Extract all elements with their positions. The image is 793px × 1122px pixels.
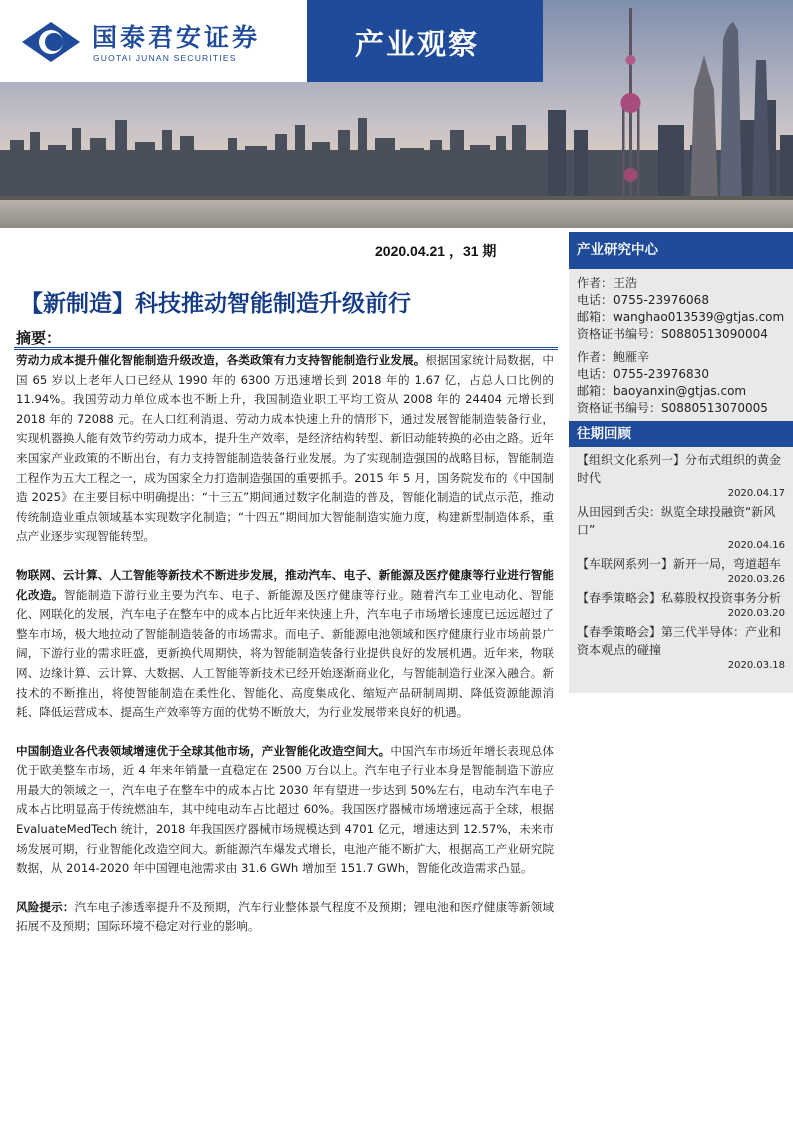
abstract-divider	[14, 347, 558, 350]
history-item-date: 2020.03.26	[727, 574, 785, 585]
report-title: 【新制造】科技推动智能制造升级前行	[20, 291, 411, 317]
paragraph-lead: 物联网、云计算、人工智能等新技术不断进步发展，推动汽车、电子、新能源及医疗健康等行业进行智能化改造。	[16, 567, 554, 602]
analyst-cert: 资格证书编号：S0880513090004	[577, 327, 768, 341]
history-item-title[interactable]: 从田园到舌尖：纵览全球投融资“新风口”	[577, 505, 776, 537]
history-title: 往期回顾	[569, 421, 793, 447]
paragraph-labor-cost	[16, 351, 554, 547]
paragraph-lead: 中国制造业各代表领域增速优于全球其他市场，产业智能化改造空间大。	[16, 743, 391, 758]
abstract-label: 摘要：	[16, 329, 62, 347]
section-title-band	[307, 0, 543, 82]
paragraph-text: 智能制造下游行业主要为汽车、电子、新能源及医疗健康等行业。随着汽车工业电动化、智能化、网联化的发展，汽车电子在整车中的成本占比近年来快速上升，汽车电子市场增长速度已远远超过了整车市场，极大地拉动了智能制造装备的市场需求。而电子、新能源电池领域和医疗健康行业市场前景广阔，下游行业的需求旺盛，更新换代周期快，将为智能制造装备行业提供良好的发展机遇。近年来，物联网、边缘计算、云计算、大数据、人工智能等新技术已经开始逐渐商业化，与智能制造行业深入融合。新技术的不断推出，将使智能制造在柔性化、智能化、高度集成化、缩短产品研制周期、降低资源能源消耗、降低运营成本、提高生产效率等方面的优势不断放大，为行业发展带来良好的机遇。	[16, 587, 554, 720]
paragraph-lead: 风险提示：	[16, 899, 75, 914]
analyst-email[interactable]: 邮箱：baoyanxin@gtjas.com	[577, 384, 747, 398]
analyst-phone: 电话：0755-23976830	[577, 367, 709, 381]
abstract-body	[16, 351, 554, 956]
paragraph-risk	[16, 898, 554, 937]
paragraph-text: 根据国家统计局数据，中国 65 岁以上老年人口已经从 1990 年的 6300 万迅速增长到 2018 年的 1.67 亿，占总人口比例的 11.94%。我国劳动力单位成本也不断上升，我国制造业职工平均工资从 2008 年的 24404 元增长到 2018 年的 72088 元。在人口红利消退、劳动力成本快速上升的情形下，通过发展智能制造装备行业，实现机器换人能有效节约劳动力成本，提升生产效率，是经济结构转型、新旧动能转换的必由之路。近年来国家产业政策的不断出台，有力支持智能制造装备行业发展。为了实现制造强国的战略目标，智能制造工程作为五大工程之一，成为国家全力打造制造强国的重要抓手。2015 年 5 月，国务院发布的《中国制造 2025》在主要目标中明确提出：“十三五”期间通过数字化制造的普及，智能化制造的试点示范，推动传统制造业重点领域基本实现数字化制造；“十四五”期间加大智能制造实施力度，构建新型制造体系，重点产业逐步实现智能转型。	[16, 353, 554, 544]
history-item-date: 2020.04.17	[727, 488, 785, 499]
paragraph-lead: 劳动力成本提升催化智能制造升级改造，各类政策有力支持智能制造行业发展。	[16, 353, 426, 367]
history-item-title[interactable]: 【春季策略会】私募股权投资事务分析	[577, 591, 782, 605]
paragraph-text: 中国汽车市场近年增长表现总体优于欧美整车市场，近 4 年来年销量一直稳定在 2500 万台以上。汽车电子行业本身是智能制造下游应用最大的领域之一，汽车电子在整车中的成本占比 2030 年有望进一步达到 50%左右，电动车汽车电子成本占比明显高于传统燃油车，其中纯电动车占比超过 60%。我国医疗器械市场增速远高于全球，根据 EvaluateMedTech 统计，2018 年我国医疗器械市场规模达到 4701 亿元，增速达到 12.57%，未来市场发展可期，行业智能化改造空间大。新能源汽车爆发式增长，电池产能不断扩大，根据高工产业研究院数据，从 2014-2020 年中国锂电池需求由 31.6 GWh 增加至 151.7 GWh，智能化改造需求凸显。	[16, 743, 554, 876]
history-item-title[interactable]: 【车联网系列一】新开一局，弯道超车	[577, 557, 782, 571]
paragraph-new-tech	[16, 566, 554, 723]
analyst-author: 作者：王浩	[577, 276, 638, 290]
logo-area	[0, 0, 307, 82]
analyst-cert: 资格证书编号：S0880513070005	[577, 401, 768, 415]
paragraph-text: 汽车电子渗透率提升不及预期，汽车行业整体景气程度不及预期；锂电池和医疗健康等新领域拓展不及预期；国际环境不稳定对行业的影响。	[16, 899, 554, 934]
history-list	[569, 447, 793, 693]
history-item-title[interactable]: 【春季策略会】第三代半导体：产业和资本观点的碰撞	[577, 625, 782, 657]
history-item-date: 2020.03.18	[727, 660, 785, 671]
analyst-email[interactable]: 邮箱：wanghao013539@gtjas.com	[577, 310, 785, 324]
research-center-title: 产业研究中心	[569, 232, 793, 269]
history-item-date: 2020.03.20	[727, 608, 785, 619]
sidebar	[569, 232, 793, 693]
company-name-en: GUOTAI JUNAN SECURITIES	[93, 53, 237, 63]
paragraph-market-growth	[16, 742, 554, 879]
analyst-contacts	[569, 269, 793, 421]
company-logo-icon	[20, 20, 82, 64]
history-item-title[interactable]: 【组织文化系列一】分布式组织的黄金时代	[577, 453, 782, 485]
report-date-issue: 2020.04.21 ，31 期	[375, 243, 497, 259]
analyst-phone: 电话：0755-23976068	[577, 293, 709, 307]
report-header	[0, 0, 793, 228]
section-title: 产业观察	[355, 27, 480, 61]
analyst-author: 作者：鲍雁辛	[577, 350, 650, 364]
history-item-date: 2020.04.16	[727, 540, 785, 551]
company-name-cn: 国泰君安证券	[92, 23, 261, 52]
